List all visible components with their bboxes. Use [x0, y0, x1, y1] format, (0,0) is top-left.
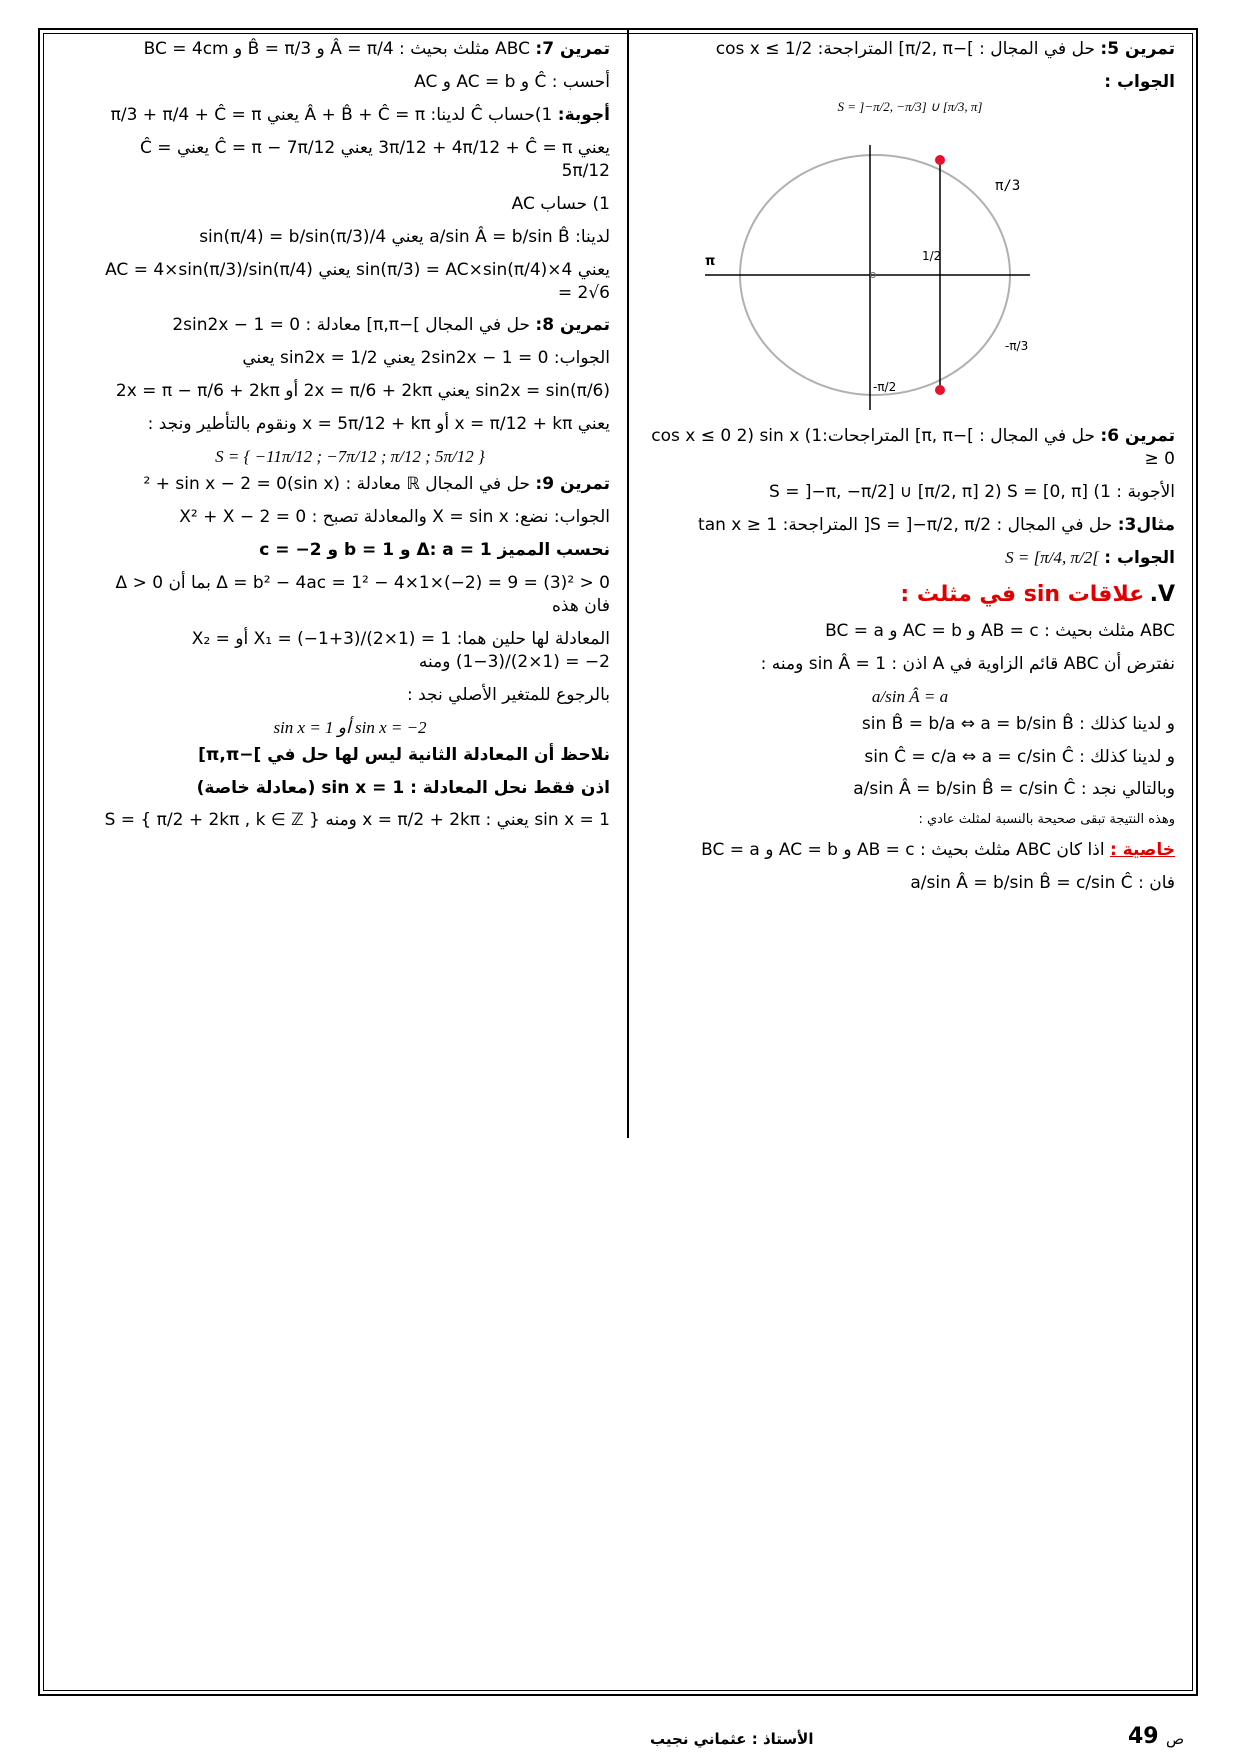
label-pi-over-3: π/3	[995, 178, 1021, 195]
triangle-given: ABC مثلث بحيث : AB = c و AC = b و BC = a	[825, 620, 1175, 641]
example-3-text: حل في المجال : S = ]−π/2, π/2[ المتراجحة: tan x ≥ 1	[698, 515, 1113, 536]
exercise-5-title: تمرين 5:	[1100, 39, 1175, 59]
exercise-9-answer-4: المعادلة لها حلين هما: X₁ = (−1+3)/(2×1) = 1 أو X₂ = (1−3)/(2×1) = −2 ومنه	[191, 628, 610, 672]
exercise-9-answer-7: نلاحظ أن المعادلة الثانية ليس لها حل في ]−π,π]	[198, 744, 610, 765]
exercise-5-text: حل في المجال : ]−π/2, π] المتراجحة: cos x ≤ 1/2	[715, 39, 1095, 59]
example-3-solution: S = [π/4, π/2[	[1005, 548, 1099, 568]
footer-author: الأستاذ : عثماني نجيب	[650, 1730, 814, 1748]
example-3-answer-label: الجواب :	[1104, 548, 1175, 569]
footer-page-label: ص	[1166, 1730, 1185, 1748]
exercise-9-answer-3: Δ = b² − 4ac = 1² − 4×1×(−2) = 9 = (3)² > 0 بما أن Δ > 0 فان هذه	[115, 572, 610, 616]
exercise-8-answer-3: يعني x = π/12 + kπ أو x = 5π/12 + kπ ونقوم بالتأطير ونجد :	[147, 414, 610, 435]
example-3-title: مثال3:	[1117, 515, 1175, 536]
exercise-5-answer-label: الجواب :	[1104, 71, 1175, 92]
exercise-8-solution: S = { −11π/12 ; −7π/12 ; π/12 ; 5π/12 }	[215, 447, 485, 467]
exercise-6-text: حل في المجال : ]−π, π] المتراجحات:1) cos x ≤ 0 2) sin x ≥ 0	[651, 426, 1175, 470]
point-minus-pi-over-3	[935, 385, 945, 395]
property-label: خاصية :	[1109, 839, 1175, 860]
section-v-title: علاقات sin في مثلث :	[900, 582, 1145, 608]
exercise-7-answer-c-1: 1)حساب Ĉ لدينا: Â + B̂ + Ĉ = π يعني π/3 + π/4 + Ĉ = π	[110, 104, 553, 125]
point-pi-over-3	[935, 155, 945, 165]
exercise-7-answer-ac-2: يعني 4×sin(π/3) = AC×sin(π/4) يعني AC = 4×sin(π/3)/sin(π/4) = 2√6	[105, 259, 610, 303]
triangle-step-5: وبالتالي نجد : a/sin Â = b/sin B̂ = c/sin Ĉ	[853, 779, 1175, 800]
exercise-7-title: تمرين 7:	[535, 39, 610, 59]
property	[645, 839, 1175, 862]
section-v-heading	[645, 580, 1175, 610]
label-minus-pi-over-2: -π/2	[873, 380, 897, 395]
exercise-8-text: حل في المجال ]−π,π] معادلة : 2sin2x − 1 = 0	[172, 315, 530, 336]
section-v-number: V.	[1149, 582, 1175, 608]
triangle-step-4: و لدينا كذلك : sin Ĉ = c/a ⇔ a = c/sin Ĉ	[864, 746, 1175, 767]
exercise-6-title: تمرين 6:	[1100, 426, 1175, 447]
label-one-half: 1/2	[922, 249, 942, 264]
exercise-7	[90, 38, 610, 61]
property-text: اذا كان ABC مثلث بحيث : AB = c و AC = b و BC = a	[701, 839, 1105, 860]
exercise-7-answer-title: أجوبة:	[557, 104, 610, 125]
trig-circle-figure	[700, 125, 1120, 415]
property-result: فان : a/sin Â = b/sin B̂ = c/sin Ĉ	[910, 872, 1175, 893]
exercise-5-answer	[645, 71, 1175, 115]
triangle-step-1: نفترض أن ABC قائم الزاوية في A اذن : sin Â = 1 ومنه :	[760, 653, 1175, 674]
exercise-9-answer-5: بالرجوع للمتغير الأصلي نجد :	[406, 684, 610, 705]
exercise-9-answer-9: sin x = 1 يعني : x = π/2 + 2kπ ومنه S = { π/2 + 2kπ , k ∈ ℤ }	[104, 810, 610, 831]
footer-page-number: 49	[1128, 1724, 1159, 1749]
trig-circle-svg	[700, 125, 1120, 415]
column-divider	[627, 28, 629, 1138]
exercise-9-answer-6: sin x = 1 أو sin x = −2	[273, 717, 427, 737]
exercise-6-answer: الأجوبة : 1) S = ]−π, −π/2] ∪ [π/2, π] 2) S = [0, π]	[769, 482, 1175, 503]
right-column	[645, 38, 1175, 905]
exercise-9	[90, 473, 610, 496]
exercise-8-answer-2: sin2x = sin(π/6) يعني 2x = π/6 + 2kπ أو 2x = π − π/6 + 2kπ	[115, 381, 610, 402]
exercise-9-answer-8: اذن فقط نحل المعادلة : sin x = 1 (معادلة خاصة)	[196, 777, 610, 798]
exercise-9-answer-1: الجواب: نضع: X = sin x والمعادلة تصبح : X² + X − 2 = 0	[179, 507, 610, 528]
exercise-9-answer-2: نحسب المميز Δ: a = 1 و b = 1 و c = −2	[259, 540, 610, 560]
triangle-step-2: a/sin Â = a	[871, 686, 949, 706]
left-column	[90, 38, 610, 842]
exercise-7-ask: أحسب : Ĉ و AC = b و AC	[414, 71, 610, 92]
label-pi: π	[705, 254, 716, 270]
triangle-step-6: وهذه النتيجة تبقى صحيحة بالنسبة لمثلث عادي :	[918, 812, 1175, 828]
page-footer	[0, 1724, 1240, 1760]
exercise-9-text: حل في المجال ℝ معادلة : (sin x)² + sin x − 2 = 0	[143, 474, 530, 495]
example-3-answer	[645, 547, 1175, 570]
label-minus-pi-over-3: -π/3	[1005, 339, 1029, 354]
triangle-step-3: و لدينا كذلك : sin B̂ = b/a ⇔ a = b/sin B̂	[861, 713, 1175, 734]
exercise-7-answer-ac-1: لدينا: a/sin Â = b/sin B̂ يعني 4/sin(π/4) = b/sin(π/3)	[199, 226, 610, 247]
exercise-9-title: تمرين 9:	[535, 474, 610, 495]
exercise-7-answer	[90, 104, 610, 127]
exercise-7-answer-ac-title: 1) حساب AC	[511, 193, 610, 214]
example-3	[645, 514, 1175, 537]
exercise-8-answer-1: الجواب: 2sin2x − 1 = 0 يعني sin2x = 1/2 يعني	[242, 348, 610, 369]
exercise-5-solution: S = ]−π/2, −π/3] ∪ [π/3, π]	[837, 98, 983, 114]
exercise-8-title: تمرين 8:	[535, 315, 610, 336]
exercise-7-answer-c-2: يعني 3π/12 + 4π/12 + Ĉ = π يعني Ĉ = π − 7π/12 يعني Ĉ = 5π/12	[140, 137, 610, 181]
exercise-7-given: ABC مثلث بحيث : Â = π/4 و B̂ = π/3 و BC = 4cm	[143, 39, 530, 59]
exercise-8	[90, 314, 610, 337]
exercise-5	[645, 38, 1175, 61]
exercise-6	[645, 425, 1175, 471]
